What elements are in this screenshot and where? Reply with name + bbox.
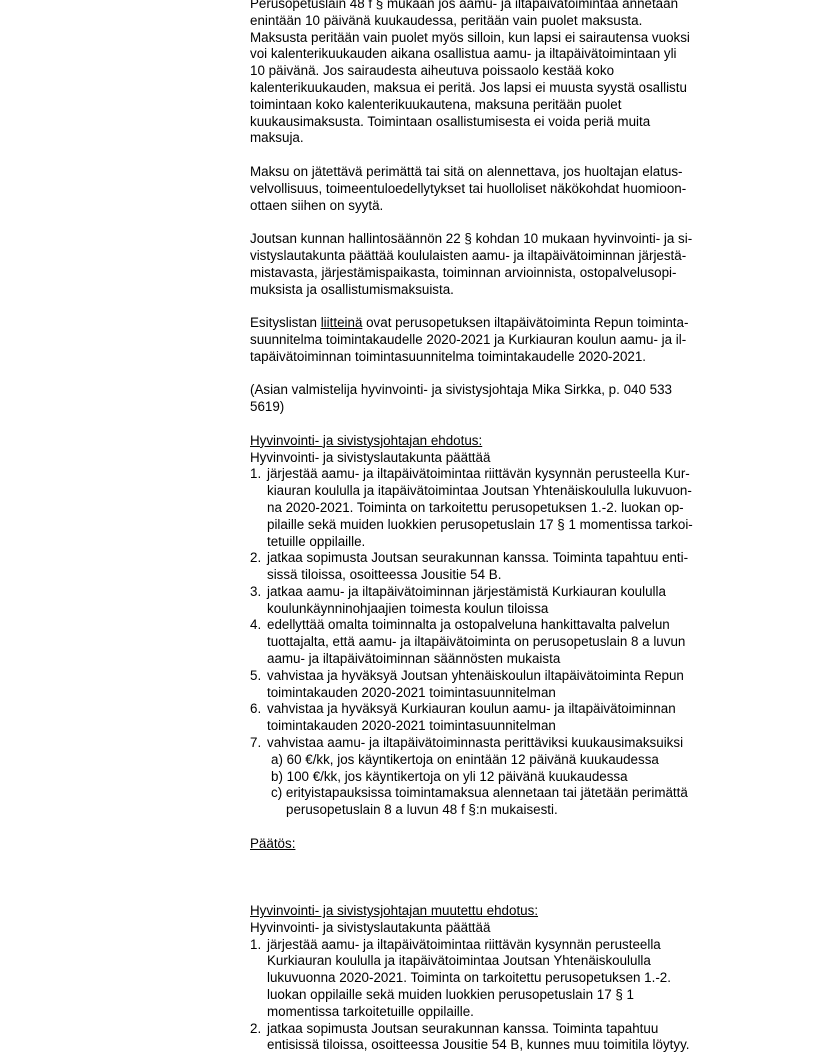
text-segment: ovat perusopetuksen iltapäivätoiminta Repun toiminta- — [362, 315, 689, 331]
fee-option: a) 60 €/kk, jos käyntikertoja on enintään 12 päivänä kuukaudessa — [271, 751, 659, 767]
amended-proposal-heading: Hyvinvointi- ja sivistysjohtajan muutettu ehdotus: — [250, 903, 539, 919]
proposal-item — [250, 550, 740, 584]
text-line: voi kalenterikuukauden aikana osallistua aamu- ja iltapäivätoimintaan yli — [250, 46, 677, 62]
proposal-item — [250, 584, 740, 618]
text-line: Joutsan kunnan hallintosäännön 22 § kohdan 10 mukaan hyvinvointi- ja si- — [250, 231, 693, 247]
text-line: (Asian valmistelija hyvinvointi- ja sivistysjohtaja Mika Sirkka, p. 040 533 — [250, 382, 672, 398]
proposal-item — [250, 937, 740, 1021]
text-line: tetuille oppilaille. — [267, 533, 366, 549]
proposal-intro: Hyvinvointi- ja sivistyslautakunta päättää — [250, 449, 491, 465]
text-line: mistavasta, järjestämispaikasta, toiminnan arvioinnista, ostopalvelusopi- — [250, 264, 677, 280]
text-line: järjestää aamu- ja iltapäivätoimintaa riittävän kysynnän perusteella — [267, 936, 661, 952]
text-line: luokan oppilaille sekä muiden luokkien perusopetuslain 17 § 1 — [267, 987, 635, 1003]
text-line: koulunkäynninohjaajien toimesta koulun tiloissa — [267, 600, 549, 616]
text-line: Maksu on jätettävä perimättä tai sitä on alennettava, jos huoltajan elatus- — [250, 163, 683, 179]
fee-option: b) 100 €/kk, jos käyntikertoja on yli 12 päivänä kuukaudessa — [271, 768, 628, 784]
fee-sublist — [267, 752, 740, 819]
item-number: 1. — [250, 936, 262, 952]
text-line: pilaille sekä muiden luokkien perusopetuslain 17 § 1 momentissa tarkoi- — [267, 516, 693, 532]
text-line: aamu- ja iltapäivätoiminnan säännösten mukaista — [267, 651, 561, 667]
text-line: vistyslautakunta päättää koululaisten aamu- ja iltapäivätoiminnan järjestä- — [250, 247, 687, 263]
text-line: entisissä tiloissa, osoitteessa Jousitie 54 B, kunnes muu toimitila löytyy. — [267, 1037, 690, 1053]
text-line: momentissa tarkoitetuille oppilaille. — [267, 1003, 474, 1019]
item-number: 2. — [250, 1020, 262, 1036]
proposal-item — [250, 617, 740, 667]
text-line: enintään 10 päivänä kuukaudessa, peritään vain puolet maksusta. — [250, 12, 643, 28]
text-line: toimintakauden 2020-2021 toimintasuunnitelman — [267, 718, 556, 734]
text-line: vahvistaa aamu- ja iltapäivätoiminnasta perittäviksi kuukausimaksuiksi — [267, 735, 684, 751]
paragraph-attachments — [250, 315, 740, 365]
proposal-list — [250, 466, 740, 819]
item-number: 5. — [250, 667, 262, 683]
text-line: velvollisuus, toimeentuloedellytykset tai huolloliset näkökohdat huomioon- — [250, 180, 687, 196]
text-line: edellyttää omalta toiminnalta ja ostopalveluna hankittavalta palvelun — [267, 617, 670, 633]
decision-label: Päätös: — [250, 835, 296, 851]
fee-option-continuation: perusopetuslain 8 a luvun 48 f §:n mukaisesti. — [286, 802, 558, 818]
proposal-item — [250, 701, 740, 735]
item-number: 7. — [250, 735, 262, 751]
item-number: 4. — [250, 617, 262, 633]
proposal-heading: Hyvinvointi- ja sivistysjohtajan ehdotus: — [250, 432, 483, 448]
text-line: 10 päivänä. Jos sairaudesta aiheutuva poissaolo kestää koko — [250, 63, 615, 79]
text-line: järjestää aamu- ja iltapäivätoimintaa riittävän kysynnän perusteella Kur- — [267, 466, 690, 482]
text-line: kuukausimaksusta. Toimintaan osallistumisesta ei voida periä muita — [250, 113, 651, 129]
text-line: toimintaan koko kalenterikuukautena, maksuna peritään puolet — [250, 96, 622, 112]
text-line: jatkaa aamu- ja iltapäivätoiminnan järjestämistä Kurkiauran koululla — [267, 583, 666, 599]
text-line: jatkaa sopimusta Joutsan seurakunnan kanssa. Toiminta tapahtuu — [267, 1020, 659, 1036]
paragraph-preparer — [250, 382, 740, 416]
fee-option: c) erityistapauksissa toimintamaksua alennetaan tai jätetään perimättä — [271, 785, 688, 801]
text-line: kiauran koululla ja itapäivätoimintaa Joutsan Yhtenäiskoululla lukuvuon- — [267, 483, 692, 499]
amended-proposal-intro: Hyvinvointi- ja sivistyslautakunta päättää — [250, 919, 491, 935]
text-line: maksuja. — [250, 130, 304, 146]
item-number: 3. — [250, 583, 262, 599]
paragraph-fee-rules — [250, 0, 740, 147]
text-line: kalenterikuukauden, maksua ei peritä. Jos lapsi ei muusta syystä osallistu — [250, 79, 687, 95]
item-number: 1. — [250, 466, 262, 482]
amended-proposal-section — [250, 903, 740, 1054]
document-body — [250, 0, 740, 1054]
text-line: toimintakauden 2020-2021 toimintasuunnitelman — [267, 684, 556, 700]
text-line: tapäivätoiminnan toimintasuunnitelma toimintakaudelle 2020-2021. — [250, 348, 647, 364]
text-line: vahvistaa ja hyväksyä Kurkiauran koulun aamu- ja iltapäivätoiminnan — [267, 701, 676, 717]
proposal-section — [250, 433, 740, 819]
text-line: Kurkiauran koululla ja itapäivätoimintaa Joutsan Yhtenäiskoululla — [267, 953, 651, 969]
amended-proposal-list — [250, 937, 740, 1055]
paragraph-fee-waiver — [250, 164, 740, 214]
text-line: muksista ja osallistumismaksuista. — [250, 281, 454, 297]
text-line: jatkaa sopimusta Joutsan seurakunnan kanssa. Toiminta tapahtuu enti- — [267, 550, 689, 566]
text-line: Maksusta peritään vain puolet myös silloin, kun lapsi ei sairautensa vuoksi — [250, 29, 690, 45]
proposal-item — [250, 668, 740, 702]
text-line: ottaen siihen on syytä. — [250, 197, 384, 213]
attachments-link[interactable]: liitteinä — [320, 315, 363, 331]
text-line: vahvistaa ja hyväksyä Joutsan yhtenäiskoulun iltapäivätoiminta Repun — [267, 667, 684, 683]
text-line: Perusopetuslain 48 f § mukaan jos aamu- ja iltapäivätoimintaa annetaan — [250, 0, 679, 11]
paragraph-authority — [250, 231, 740, 298]
text-line: 5619) — [250, 399, 285, 415]
text-line: sissä tiloissa, osoitteessa Jousitie 54 B. — [267, 567, 502, 583]
text-line: lukuvuonna 2020-2021. Toiminta on tarkoitettu perusopetuksen 1.-2. — [267, 970, 671, 986]
text-line: na 2020-2021. Toiminta on tarkoitettu perusopetuksen 1.-2. luokan op- — [267, 499, 684, 515]
proposal-item — [250, 1021, 740, 1055]
text-line: suunnitelma toimintakaudelle 2020-2021 ja Kurkiauran koulun aamu- ja il- — [250, 331, 687, 347]
text-line: tuottajalta, että aamu- ja iltapäivätoiminta on perusopetuslain 8 a luvun — [267, 634, 686, 650]
proposal-item — [250, 735, 740, 819]
text-segment: Esityslistan — [250, 315, 321, 331]
item-number: 6. — [250, 701, 262, 717]
proposal-item — [250, 466, 740, 550]
item-number: 2. — [250, 550, 262, 566]
